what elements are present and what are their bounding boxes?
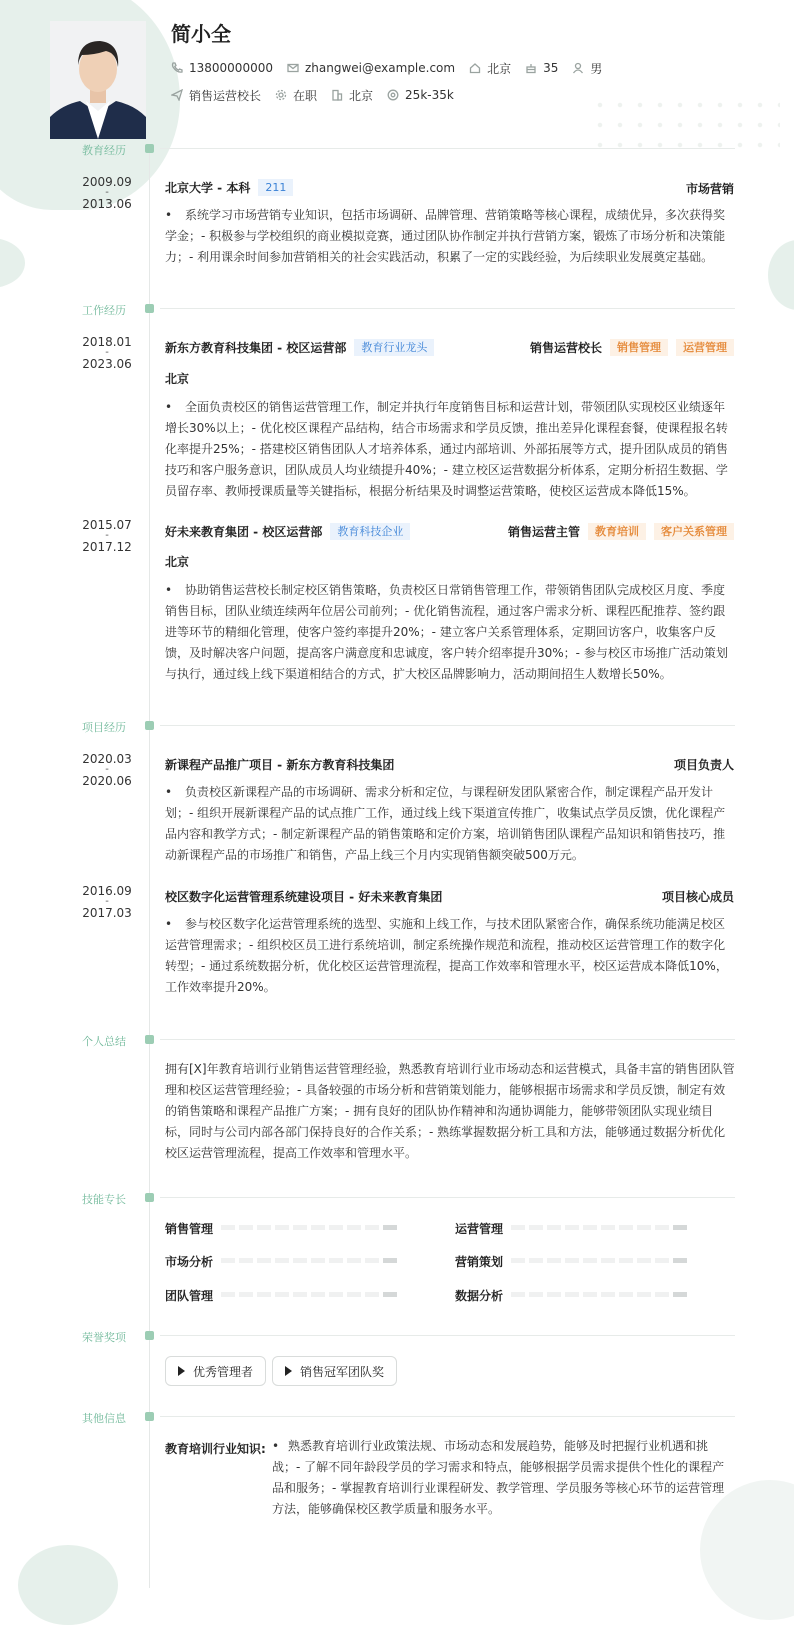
date-start: 2018.01 [82, 335, 132, 349]
job-role-group [508, 523, 734, 540]
job-intent-row [171, 85, 468, 105]
job-role: 销售运营主管 [507, 525, 580, 539]
school-tag: 211 [258, 179, 293, 196]
person-icon [572, 62, 584, 74]
city-item [331, 87, 373, 104]
skill-tag: 销售管理 [610, 339, 668, 356]
other-label: 教育培训行业知识: [165, 1442, 266, 1456]
skill-tag: 客户关系管理 [654, 523, 734, 540]
bullet-icon: • [165, 400, 173, 414]
section-divider [160, 308, 735, 309]
company-name: 新东方教育科技集团 - 校区运营部 [165, 341, 347, 355]
coin-icon [387, 89, 399, 101]
date-start: 2009.09 [82, 175, 132, 189]
date-separator: - [105, 896, 109, 907]
skill-name: 数据分析 [455, 1289, 504, 1303]
section-marker [145, 1193, 154, 1202]
date-separator: - [105, 764, 109, 775]
skill-level-bar [511, 1292, 687, 1297]
date-end: 2013.06 [82, 197, 132, 211]
bullet-icon: • [165, 583, 173, 597]
section-divider [160, 725, 735, 726]
project-description [165, 782, 735, 866]
section-marker [145, 1331, 154, 1340]
section-divider [160, 148, 735, 149]
status-text: 在职 [293, 88, 318, 103]
summary-text: 拥有[X]年教育培训行业销售运营管理经验，熟悉教育培训行业市场动态和运营模式，具备丰富的销售团队管理和校区运营管理经验；- 具备较强的市场分析和营销策划能力，能够根据市场需求和学员反馈，制定有效的销售策略和课程产品推广方案；- 拥有良好的团队协作精神和沟通协调能力，能够带领团队实现业绩目标，同时与公司内部各部门保持良好的合作关系；- 熟练掌握数据分析工具和方法，能够通过数据分析优化校区运营管理流程，提高工作效率和管理水平。 [165, 1062, 735, 1160]
skill-name: 团队管理 [165, 1289, 214, 1303]
project-role: 项目核心成员 [661, 890, 734, 904]
decor-blob-left [0, 238, 25, 288]
section-title-education: 教育经历 [82, 144, 126, 157]
salary-item [387, 88, 454, 102]
date-separator: - [105, 187, 109, 198]
education-title [165, 179, 293, 196]
work-title [165, 339, 434, 356]
send-icon [171, 89, 183, 101]
building-icon [331, 89, 343, 101]
job-role: 销售运营校长 [529, 341, 602, 355]
award-badge [272, 1356, 397, 1386]
company-name: 好未来教育集团 - 校区运营部 [165, 525, 323, 539]
section-divider [160, 1039, 735, 1040]
description-text: 协助销售运营校长制定校区销售策略，负责校区日常销售管理工作，带领销售团队完成校区月度、季度销售目标，团队业绩连续两年位居公司前列；- 优化销售流程，通过客户需求分析、课程匹配推荐、签约跟进等环节的精细化管理，使客户签约率提升20%；- 建立客户关系管理体系，定期回访客户，收集客户反馈，及时解决客户问题，提高客户满意度和忠诚度，客户转介绍率提升30%；- 参与校区市场推广活动策划与执行，通过线上线下渠道相结合的方式，扩大校区品牌影响力，活动期间招生人数增长50%。 [165, 583, 728, 681]
date-range [72, 519, 142, 553]
bullet-icon: • [165, 917, 173, 931]
timeline-line [149, 148, 150, 1588]
work-description [165, 397, 735, 502]
phone-item [171, 61, 273, 75]
description-text: 全面负责校区的销售运营管理工作，制定并执行年度销售目标和运营计划，带领团队实现校区业绩逐年增长30%以上；- 优化校区课程产品结构，结合市场需求和学员反馈，推出差异化课程套餐，使课程报名转化率提升25%；- 搭建校区销售团队人才培养体系，通过内部培训、外部拓展等方式，提升团队成员的销售技巧和客户服务意识，团队成员人均业绩提升40%；- 建立校区运营数据分析体系，定期分析招生数据、学员留存率、教师授课质量等关键指标，根据分析结果及时调整运营策略，使校区运营成本降低15%。 [165, 400, 728, 498]
award-badge [165, 1356, 266, 1386]
section-title-summary: 个人总结 [82, 1035, 126, 1048]
date-end: 2020.06 [82, 774, 132, 788]
skill-level-bar [511, 1225, 687, 1230]
location-item [469, 60, 511, 77]
section-title-other: 其他信息 [82, 1412, 126, 1425]
date-start: 2020.03 [82, 752, 132, 766]
work-title [165, 523, 410, 540]
avatar [50, 21, 146, 139]
school-name: 北京大学 - 本科 [165, 181, 251, 195]
salary-text: 25k-35k [405, 88, 454, 102]
location-text: 北京 [487, 61, 512, 76]
skill-level-bar [221, 1258, 397, 1263]
date-separator: - [105, 347, 109, 358]
phone-icon [171, 62, 183, 74]
company-tag: 教育科技企业 [330, 523, 410, 540]
phone-number: 13800000000 [189, 61, 273, 75]
section-marker [145, 721, 154, 730]
major: 市场营销 [685, 182, 734, 196]
skill-name: 销售管理 [165, 1222, 214, 1236]
section-marker [145, 1035, 154, 1044]
project-title: 校区数字化运营管理系统建设项目 - 好未来教育集团 [165, 890, 443, 904]
contact-row [171, 58, 616, 78]
skill-level-bar [511, 1258, 687, 1263]
age-text: 35 [543, 61, 559, 75]
email-item [287, 61, 455, 75]
section-title-work: 工作经历 [82, 304, 126, 317]
mail-icon [287, 62, 299, 74]
age-item [525, 61, 558, 75]
gender-item [572, 60, 602, 77]
skill-name: 市场分析 [165, 1255, 214, 1269]
position-text: 销售运营校长 [189, 88, 262, 103]
skill-name: 营销策划 [455, 1255, 504, 1269]
skill-level-bar [221, 1225, 397, 1230]
date-range [72, 753, 142, 787]
description-text: 参与校区数字化运营管理系统的选型、实施和上线工作，与技术团队紧密合作，确保系统功能满足校区运营管理需求；- 组织校区员工进行系统培训，制定系统操作规范和流程，推动校区运营管理工作的数字化转型；- 通过系统数据分析，优化校区运营管理流程，提高工作效率和管理水平，校区运营成本降低10%，工作效率提升20%。 [165, 917, 728, 994]
gear-icon [275, 89, 287, 101]
play-icon [178, 1366, 185, 1376]
date-range [72, 336, 142, 370]
education-description [165, 205, 735, 268]
project-role: 项目负责人 [673, 758, 734, 772]
section-marker [145, 304, 154, 313]
other-description [272, 1436, 735, 1520]
home-icon [469, 62, 481, 74]
date-end: 2017.12 [82, 540, 132, 554]
date-range [72, 176, 142, 210]
skill-tag: 运营管理 [676, 339, 734, 356]
bullet-icon: • [165, 785, 173, 799]
section-marker [145, 144, 154, 153]
decor-blob-right [768, 240, 794, 310]
date-end: 2023.06 [82, 357, 132, 371]
email-address: zhangwei@example.com [304, 61, 456, 75]
decor-blob-bottom-left [18, 1545, 118, 1625]
section-divider [160, 1335, 735, 1336]
work-description [165, 580, 735, 685]
skill-level-bar [221, 1292, 397, 1297]
status-item [275, 87, 317, 104]
work-city: 北京 [165, 555, 190, 569]
gender-text: 男 [590, 61, 603, 76]
play-icon [285, 1366, 292, 1376]
project-title: 新课程产品推广项目 - 新东方教育科技集团 [165, 758, 395, 772]
skill-tag: 教育培训 [588, 523, 646, 540]
job-role-group [530, 339, 734, 356]
cake-icon [525, 62, 537, 74]
position-item [171, 87, 261, 104]
date-end: 2017.03 [82, 906, 132, 920]
date-start: 2016.09 [82, 884, 132, 898]
description-text: 负责校区新课程产品的市场调研、需求分析和定位，与课程研发团队紧密合作，制定课程产品开发计划；- 组织开展新课程产品的试点推广工作，通过线上线下渠道宣传推广，收集试点学员反馈，优化课程产品内容和教学方式；- 制定新课程产品的销售策略和定价方案，培训销售团队课程产品知识和销售技巧，推动新课程产品的市场推广和销售，产品上线三个月内实现销售额突破500万元。 [165, 785, 726, 862]
candidate-name: 简小全 [171, 22, 231, 46]
section-title-skills: 技能专长 [82, 1193, 126, 1206]
section-title-projects: 项目经历 [82, 721, 126, 734]
section-divider [160, 1416, 735, 1417]
description-text: 熟悉教育培训行业政策法规、市场动态和发展趋势，能够及时把握行业机遇和挑战；- 了解不同年龄段学员的学习需求和特点，能够根据学员需求提供个性化的课程产品和服务；- 掌握教育培训行业课程研发、教学管理、学员服务等核心环节的运营管理方法，能够确保校区教学质量和服务水平。 [272, 1439, 725, 1516]
section-marker [145, 1412, 154, 1421]
company-tag: 教育行业龙头 [354, 339, 434, 356]
skill-name: 运营管理 [455, 1222, 504, 1236]
project-description [165, 914, 735, 998]
decor-dots [590, 95, 780, 155]
section-title-awards: 荣誉奖项 [82, 1331, 126, 1344]
bullet-icon: • [272, 1439, 280, 1453]
date-range [72, 885, 142, 919]
award-label: 销售冠军团队奖 [300, 1364, 385, 1379]
section-divider [160, 1197, 735, 1198]
date-separator: - [105, 530, 109, 541]
description-text: 系统学习市场营销专业知识，包括市场调研、品牌管理、营销策略等核心课程，成绩优异，多次获得奖学金；- 积极参与学校组织的商业模拟竞赛，通过团队协作制定并执行营销方案，锻炼了市场分析和决策能力；- 利用课余时间参加营销相关的社会实践活动，积累了一定的实践经验，为后续职业发展奠定基础。 [165, 208, 726, 264]
award-label: 优秀管理者 [193, 1364, 254, 1379]
work-city: 北京 [165, 372, 190, 386]
bullet-icon: • [165, 208, 173, 222]
date-start: 2015.07 [82, 518, 132, 532]
city-text: 北京 [349, 88, 374, 103]
